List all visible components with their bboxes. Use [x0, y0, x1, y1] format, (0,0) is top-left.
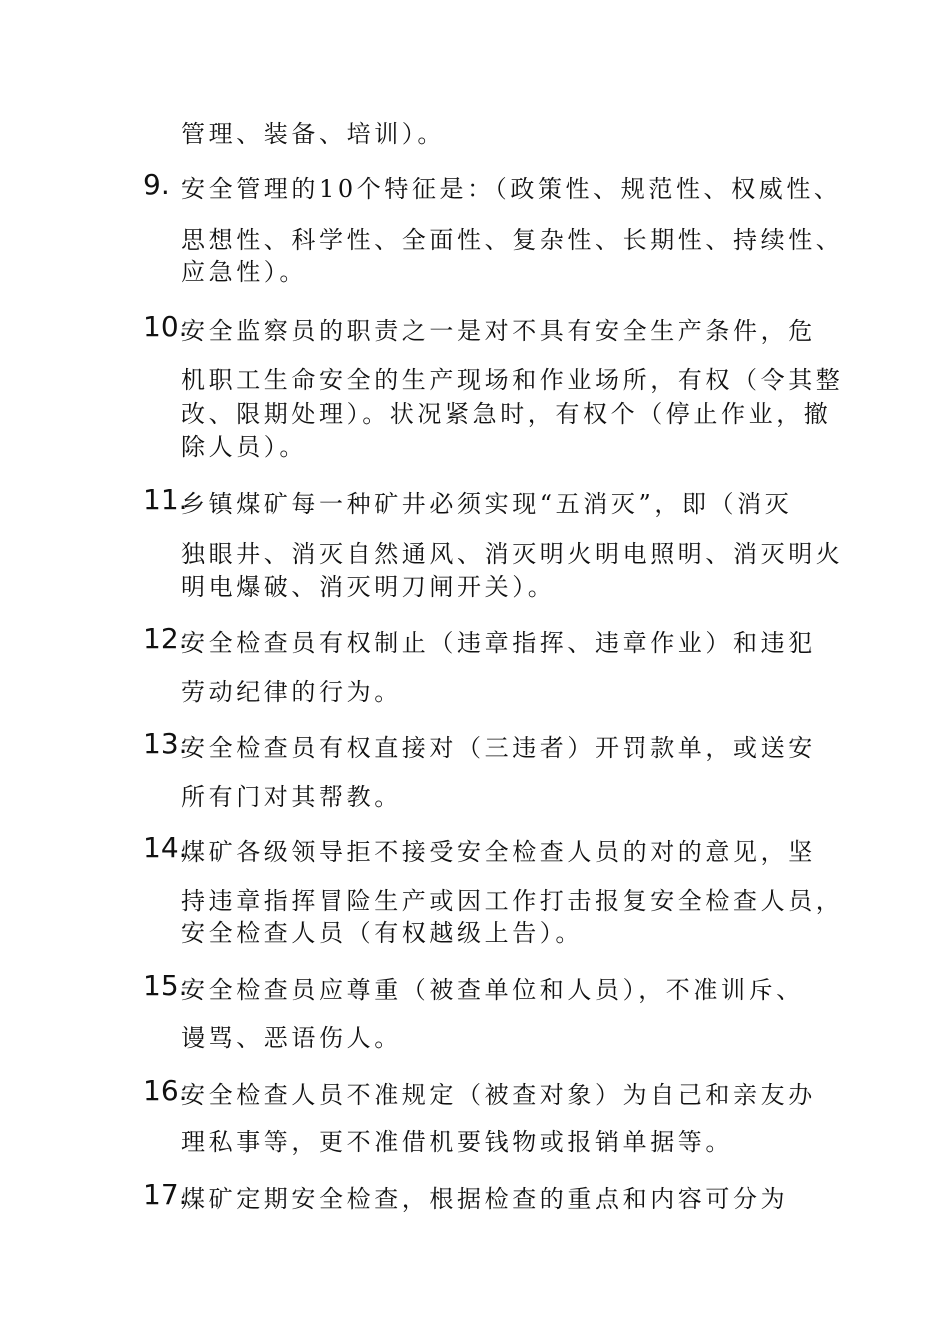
item-number: 11. — [143, 483, 188, 516]
text-line: 安全管理的10个特征是：（政策性、规范性、权威性、 — [181, 175, 842, 203]
text-line: 所有门对其帮教。 — [181, 783, 402, 811]
text-line: 安全检查员有权制止（违章指挥、违章作业）和违犯 — [181, 629, 816, 657]
text-line: 管理、装备、培训）。 — [181, 120, 445, 148]
text-line: 改、限期处理）。状况紧急时，有权个（停止作业，撤 — [181, 400, 832, 428]
item-number: 16. — [143, 1074, 188, 1107]
text-line: 煤矿定期安全检查，根据检查的重点和内容可分为 — [181, 1185, 789, 1213]
item-number: 9. — [143, 168, 170, 201]
text-line: 谩骂、恶语伤人。 — [181, 1024, 402, 1052]
text-line: 持违章指挥冒险生产或因工作打击报复安全检查人员， — [181, 887, 844, 915]
text-line: 劳动纪律的行为。 — [181, 678, 402, 706]
text-line: 除人员）。 — [181, 433, 307, 461]
item-number: 14. — [143, 831, 188, 864]
text-line: 煤矿各级领导拒不接受安全检查人员的对的意见，坚 — [181, 838, 816, 866]
item-number: 10. — [143, 310, 188, 343]
text-line: 机职工生命安全的生产现场和作业场所，有权（令其整 — [181, 366, 844, 394]
item-number: 17. — [143, 1178, 188, 1211]
text-line: 安全监察员的职责之一是对不具有安全生产条件，危 — [181, 317, 816, 345]
text-line: 思想性、科学性、全面性、复杂性、长期性、持续性、 — [181, 226, 844, 254]
text-line: 明电爆破、消灭明刀闸开关）。 — [181, 573, 556, 601]
item-number: 15. — [143, 969, 188, 1002]
text-line: 安全检查员应尊重（被查单位和人员），不准训斥、 — [181, 976, 804, 1004]
text-line: 安全检查人员（有权越级上告）。 — [181, 919, 583, 947]
text-line: 安全检查员有权直接对（三违者）开罚款单，或送安 — [181, 734, 816, 762]
item-number: 13. — [143, 727, 188, 760]
text-line: 理私事等，更不准借机要钱物或报销单据等。 — [181, 1128, 733, 1156]
item-number: 12. — [143, 622, 188, 655]
text-line: 安全检查人员不准规定（被查对象）为自己和亲友办 — [181, 1081, 816, 1109]
text-line: 独眼井、消灭自然通风、消灭明火明电照明、消灭明火 — [181, 540, 844, 568]
text-line: 应急性）。 — [181, 258, 307, 286]
text-line: 乡镇煤矿每一种矿井必须实现“五消灭”，即（消灭 — [181, 490, 793, 518]
